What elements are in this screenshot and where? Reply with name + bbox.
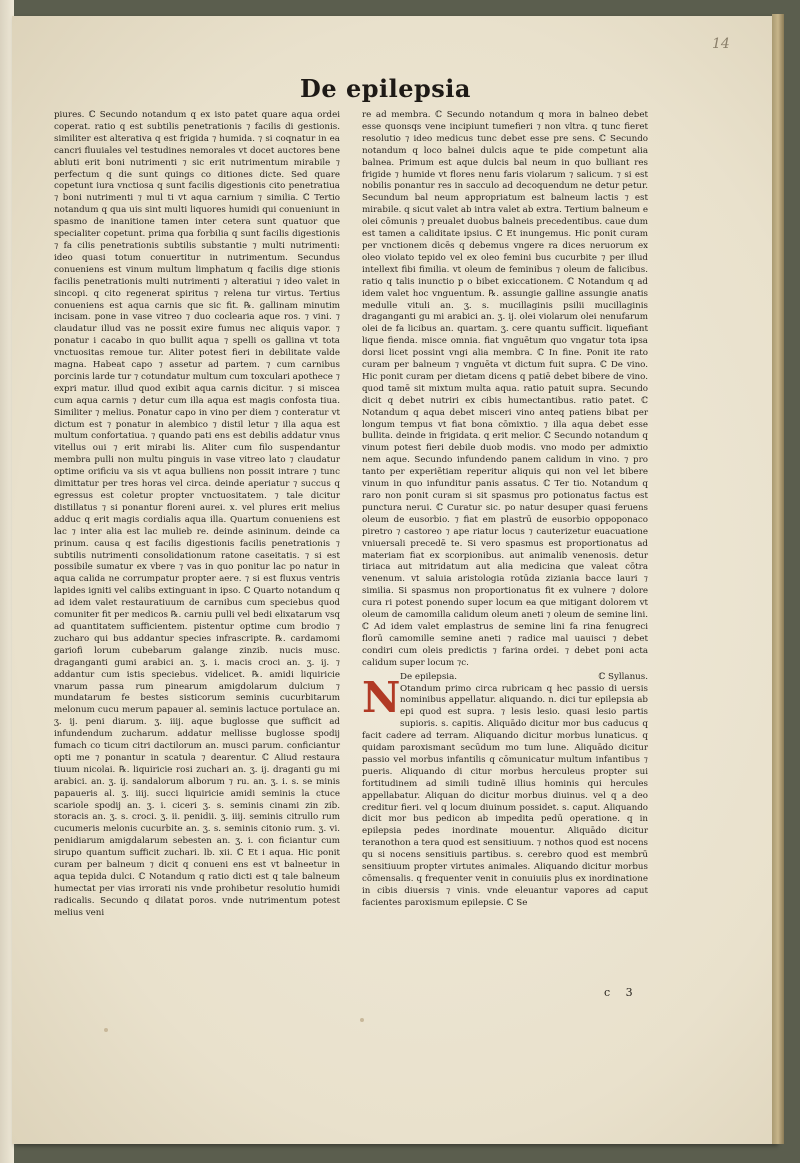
right-column [362, 110, 648, 910]
running-head: De epilepsia [300, 74, 471, 103]
marginal-note: ℂ Syllanus. [598, 671, 648, 682]
paper-spot [104, 1028, 108, 1032]
book-fore-edge [772, 14, 784, 1144]
left-column-text: piures. ℂ Secundo notandum q ex isto patet quare aqua ordei coperat. ratio q est subtilis penetrationis ⁊ facilis di gestionis. similiter est alterativa q est frigida ⁊ humida. ⁊ si coqnatur in ea cancri fluuiales vel testudines nemorales vt docet auctores bene abluti erit boni nutrimenti ⁊ sic erit nutrimentum mirabile ⁊ perfectum q die sunt quings co ditiones dicte. Sed quare copetunt iura vnctiosa q sunt facilis digestionis cito penetratiua ⁊ boni nutrimenti ⁊ mul ti vt aqua carnium ⁊ similia. ℂ Tertio notandum q qua uis sint multi liquores humidi qui conueniunt in spasmo de inanitione tamen inter cetera sunt quatuor que specialiter copetunt. prima qua forbilia q sunt facilis digestionis ⁊ fa cilis penetrationis subtilis substantie ⁊ multi nutrimenti: ideo quasi totum conuertitur in nutrimentum. Secundus conueniens est vinum multum limphatum q facilis dige stionis facilis penetrationis multi nutrimenti ⁊ alteratiui ⁊ ideo valet in sincopi. q cito regenerat spiritus ⁊ relena tur virtus. Tertius conueniens est aqua carnis que sic fit. ℞. gallinam minutim incisam. pone in vase vitreo ⁊ duo coclearia aque ros. ⁊ vini. ⁊ claudatur illud vas ne possit exire fumus nec aliquis vapor. ⁊ ponatur i cacabo in quo bullit aqua ⁊ spelli os gallina vt tota vnctuositas remoue tur. Aliter potest fieri in debilitate valde magna. Habeat capo ⁊ assetur ad partem. ⁊ cum carnibus porcinis larde tur ⁊ cotundatur multum cum toxculari apothece ⁊ expri matur. illud quod exibit aqua carnis dicitur. ⁊ si miscea cum aqua carnis ⁊ detur cum illa aqua est magis confosta tiua. Similiter ⁊ melius. Ponatur capo in vino per diem ⁊ conteratur vt dictum est ⁊ ponatur in alembico ⁊ distil letur ⁊ illa aqua est multum confortatiua. ⁊ quando pati ens est debilis addatur vnus vitellus oui ⁊ erit mirabi lis. Aliter cum filo suspendantur membra pulli non multu pinguis in vase vitreo lato ⁊ claudatur optime orificiu va sis vt aqua bulliens non possit intrare ⁊ tunc dimittatur per tres horas vel circa. deinde aperiatur ⁊ succus q egressus est coletur propter vnctuositatem. ⁊ tale dicitur distillatus ⁊ si ponantur floreni aurei. x. vel plures erit melius adduc q erit magis cordialis aqua illa. Quartum conueniens est lac ⁊ inter alia est lac mulieb re. deinde asininum. deinde ca prinum. causa q est facilis digestionis facilis penetrationis ⁊ subtilis nutrimenti consolidationum ratone caseitatis. ⁊ si est possibile sumatur ex vbere ⁊ vas in quo ponitur lac po natur in aqua calida ne corrumpatur propter aere. ⁊ si est fluxus ventris lapides igniti vel calibs extinguant in ipso. ℂ Quarto notandum q ad idem valet restauratiuum de carnibus cum speciebus quod comuniter fit per medicos ℞. carniu pulli vel bedi elixatarum vsq ad quantitatem sufficientem. pistentur optime cum brodio ⁊ zucharo qui bus addantur species infrascripte. ℞. cardamomi gariofi lorum cubebarum galange zinzib. nucis musc. draganganti gumi arabici an. ʒ. i. macis croci an. ʒ. ij. ⁊ addantur cum istis speciebus. videlicet. ℞. amidi liquiricie vnarum passa rum pinearum amigdolarum dulcium ⁊ mundatarum fe bestes sisticorum seminis cucurbitarum melonum cucu merum papauer al. seminis lactuce portulace an. ʒ. ij. peni diarum. ʒ. iiij. aque buglosse que sufficit ad infundendum zucharum. addatur mellisse buglosse spodij fumach co ticum citri dactilorum an. musci parum. conficiantur opti me ⁊ ponantur in scatula ⁊ dearentur. ℂ Aliud restaura tiuum nicolai. ℞. liquiricie rosi zuchari an. ʒ. ij. draganti gu mi arabici. an. ʒ. ij. sandalorum alborum ⁊ ru. an. ʒ. i. s. se minis papaueris al. ʒ. iiij. succi liquiricie amidi seminis la ctuce scariole spodij an. ʒ. i. ciceri ʒ. s. seminis cinami zin zib. storacis an. ʒ. s. croci. ʒ. ii. penidii. ʒ. iiij. seminis citrullo rum cucumeris melonis cucurbite an. ʒ. s. seminis citonio rum. ʒ. vi. penidiarum amigdalarum sebesten an. ʒ. i. con ficiantur cum sirupo quantum sufficit zuchari. lb. xii. ℂ Et i aqua. Hic ponit curam per balneum ⁊ dicit q conueni ens est vt balneetur in aqua tepida dulci. ℂ Notandum q ratio dicti est q tale balneum humectat per vias irrorati nis vnde prohibetur resolutio humidi radicalis. Secundo q dilatat poros. vnde nutrimentum potest melius veni [54, 110, 340, 918]
right-column-text-top: re ad membra. ℂ Secundo notandum q mora in balneo debet esse quonsqs vene incipiunt tumefieri ⁊ non vltra. q tunc fieret resolutio ⁊ ideo medicus tunc debet esse pre sens. ℂ Secundo notandum q loco balnei dulcis aque te pide competunt alia balnea. Primum est aque dulcis bal neum in quo bulliant res frigide ⁊ humide vt flores nenu faris violarum ⁊ salicum. ⁊ si est nobilis ponantur res in sacculo ad decoquendum ne detur petur. Secundum bal neum appropriatum est balneum lactis ⁊ est mirabile. q sicut valet ab intra valet ab extra. Tertium balneum e olei cōmunis ⁊ preualet duobus balneis precedentibus. caue dum est tamen a caliditate ipsius. ℂ Et inungemus. Hic ponit curam per vnctionem dicēs q debemus vngere ra dices neruorum ex oleo violato tepido vel ex oleo femini bus cucurbite ⁊ per illud intellext fibi fimilia. vt oleum de feminibus ⁊ oleum de falicibus. ratio q talis inunctio p o bibet exiccationem. ℂ Notandum q ad idem valet hoc vnguentum. ℞. assungie galline assungie anatis medulle vituli an. ʒ. s. mucillaginis psilii mucillaginis draganganti gu mi arabici an. ʒ. ij. olei violarum olei nenufarum olei de fa licibus an. quartam. ʒ. cere quantu sufficit. liquefiant lique fienda. misce omnia. fiat vnguētum quo vngatur tota ipsa dorsi licet possint vngi alia membra. ℂ In fine. Ponit ite rato curam per balneum ⁊ vnguēta vt dictum fuit supra. ℂ De vino. Hic ponit curam per dietam dicens q patiē debet bibere de vino. quod tamē sit mixtum multa aqua. ratio patuit supra. Secundo dicit q debet nutriri ex cibis humectantibus. ratio patet. ℂ Notandum q aqua debet misceri vino anteq patiens bibat per longum tempus vt fiat bona cōmixtio. ⁊ illa aqua debet esse bullita. deinde in frigidata. q erit melior. ℂ Secundo notandum q vinum potest fieri debile duob modis. vno modo per admixtio nem aque. Secundo infundendo panem calidum in vino. ⁊ pro tanto per experiētiam reperitur aliquis qui non vel let bibere vinum in quo infunditur panis assatus. ℂ Ter tio. Notandum q raro non ponit curam si sit spasmus pro potionatus factus est punctura nerui. ℂ Curatur sic. po natur desuper quasi feruens oleum de eusorbio. ⁊ fiat em plastrū de eusorbio oppoponaco piretro ⁊ castoreo ⁊ ape riatur locus ⁊ cauterizetur euacuatione vniuersali precedē te. Si vero spasmus est proportionatus ad materiam fiat ex scorpionibus. aut animalib venenosis. detur tiriaca aut mitridatum aut alia medicina que valeat cōtra venenum. vt saluia aristologia rotūda ziziania bacce lauri ⁊ similia. Si spasmus non proportionatus fit ex vulnere ⁊ dolore cura ri potest ponendo super locum ea que mitigant dolorem vt oleum de camomilla calidum oleum aneti ⁊ oleum de semine lini. ℂ Ad idem valet emplastrus de semine lini fa rina fenugreci florū camomille semine aneti ⁊ radice mal uauisci ⁊ debet condiri cum oleis predictis ⁊ farina ordei. ⁊ debet poni acta calidum super locum ⁊c. [362, 110, 648, 668]
decorated-initial: N [362, 672, 401, 722]
left-column [54, 110, 340, 920]
paper-spot [360, 1018, 364, 1022]
chapter-heading-row [400, 672, 648, 684]
chapter-heading: De epilepsia. [400, 671, 458, 682]
chapter-block [362, 672, 648, 910]
folio-number: 14 [712, 36, 730, 52]
signature-mark: c 3 [604, 986, 639, 999]
right-column-text-bottom: Otandum primo circa rubricam q hec passio di uersis nominibus appellatur. aliquando. n. dici tur epilepsia ab epi quod est supra. ⁊ lesis lesio. quasi lesio partis supioris. s. capitis. Aliquādo dicitur mor bus caducus q facit cadere ad terram. Aliquando dicitur morbus lunaticus. q quidam paroxismant secūdum mo tum lune. Aliquādo dicitur passio vel morbus infantilis q cōmunicatur multum infantibus ⁊ pueris. Aliquando di citur morbus herculeus propter sui fortitudinem ad simili tudinē illius hominis qui hercules appellabatur. Aliquan do dicitur morbus diuinus. vel q a deo creditur fieri. vel q locum diuinum possidet. s. caput. Aliquando dicit mor bus pedicon ab impedita pedū operatione. q in epilepsia pedes inordinate mouentur. Aliquādo dicitur teranothon a tera quod est sensitiuum. ⁊ nothos quod est nocens qu si nocens sensitiuis partibus. s. cerebro quod est membrū sensitiuum propter virtutes animales. Aliquando dicitur morbus cōmensalis. q frequenter venit in conuiuiis plus ex inordinatione in cibis diuersis ⁊ vinis. vnde eleuantur vapores ad caput facientes paroxismum epilepsie. ℂ Se [362, 683, 648, 908]
